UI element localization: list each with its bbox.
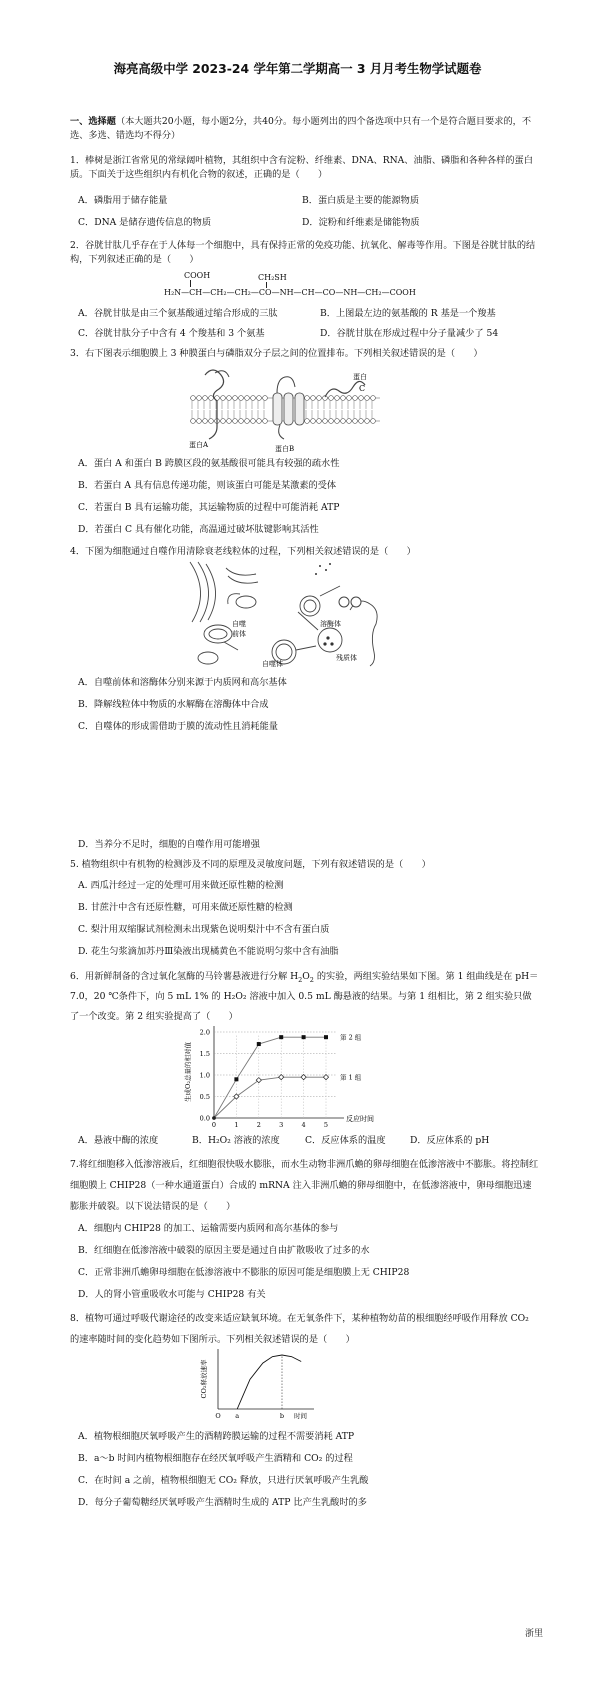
q5-option-a[interactable]: A. 西瓜汁经过一定的处理可用来做还原性糖的检测 [78,880,284,891]
glutathione-formula: H₂N—CH—CH₂—CH₂—CO—NH—CH—CO—NH—CH₂—COOH [164,288,416,297]
question-3-stem: 3．右下图表示细胞膜上 3 种膜蛋白与磷脂双分子层之间的位置排布。下列相关叙述错误的是（ ） [70,348,483,359]
label-protein-a: 蛋白A [189,441,209,449]
q5-option-d[interactable]: D. 花生匀浆滴加苏丹Ⅲ染液出现橘黄色不能说明匀浆中含有油脂 [78,946,339,957]
label-residual-body: 残质体 [336,654,357,662]
q5-option-b[interactable]: B. 甘蔗汁中含有还原性糖，可用来做还原性糖的检测 [78,902,293,913]
q8-option-d[interactable]: D．每分子葡萄糖经厌氧呼吸产生酒精时生成的 ATP 比产生乳酸时的多 [78,1497,367,1508]
formula-top-cooh: COOH [184,271,211,280]
q6-option-b[interactable]: B．H₂O₂ 溶液的浓度 [192,1135,280,1146]
formula-top-ch2sh: CH₂SH [258,273,287,282]
page-footer: 浙里 [524,1629,543,1639]
q6-stem-sub-1: 2 [298,975,303,984]
q4-option-d[interactable]: D．当养分不足时，细胞的自噬作用可能增强 [78,839,260,850]
x-axis-label: 反应时间 [346,1115,374,1123]
q6-stem-part-e: 的实验，两组实验结果如下图。第 1 组曲线是在 pH＝7.0，20 ℃条件下，向 5 mL 1% 的 H₂O₂ 溶液中加入 0.5 mL 酶悬液的结果。与第 1 组相比，第 2 组实验只做了一个改变。第 2 组实验提高了（ ） [70,971,539,1022]
q3-option-c[interactable]: C．若蛋白 B 具有运输功能，其运输物质的过程中可能消耗 ATP [78,502,340,513]
page-title: 海亮高级中学 2023-24 学年第二学期高一 3 月月考生物学试题卷 [113,61,482,76]
y-tick-label: 1.5 [199,1050,210,1058]
section-intro [70,115,540,143]
label-autophagy-2: 前体 [232,630,246,638]
q6-option-c[interactable]: C．反应体系的温度 [305,1135,386,1146]
label-autophagosome: 自噬体 [262,660,283,668]
x-tick-label: 3 [279,1121,284,1129]
x-axis-label: 时间 [294,1412,307,1420]
protein-b [273,393,304,425]
q7-option-d[interactable]: D．人的肾小管重吸收水可能与 CHIP28 有关 [78,1289,266,1300]
q3-option-b[interactable]: B．若蛋白 A 具有信息传递功能，则该蛋白可能是某激素的受体 [78,480,337,491]
data-point [324,1035,328,1039]
question-5-stem: 5. 植物组织中有机物的检测涉及不同的原理及灵敏度问题，下列有叙述错误的是（ ） [70,859,431,870]
y-tick-label: 0.0 [199,1114,210,1123]
q3-option-a[interactable]: A．蛋白 A 和蛋白 B 跨膜区段的氨基酸很可能具有较强的疏水性 [78,458,340,469]
q3-option-d[interactable]: D．若蛋白 C 具有催化功能，高温通过破坏肽键影响其活性 [78,524,319,535]
q2-option-d[interactable]: D．谷胱甘肽在形成过程中分子量减少了 54 [320,328,499,339]
question-4-stem: 4．下图为细胞通过自噬作用清除衰老线粒体的过程，下列相关叙述错误的是（ ） [70,546,416,557]
y-axis-label: 生成O₂总量的相对值 [184,1042,192,1102]
q4-option-c[interactable]: C．自噬体的形成需借助于膜的流动性且消耗能量 [78,721,278,732]
data-point [302,1035,306,1039]
question-1-stem: 1．棒树是浙江省常见的常绿阔叶植物，其组织中含有淀粉、纤维素、DNA、RNA、油脂、磷脂和各种各样的蛋白质。下面关于这些组织内有机化合物的叙述，正确的是（ ） [70,155,533,180]
x-tick-label: O [215,1412,221,1420]
q4-option-b[interactable]: B．降解线粒体中物质的水解酶在溶酶体中合成 [78,699,269,710]
series-label: 第 1 组 [340,1073,362,1082]
series-label: 第 2 组 [340,1033,362,1042]
data-point [234,1077,238,1081]
y-tick-label: 2.0 [199,1028,210,1037]
membrane-protein-diagram [185,365,385,453]
q1-option-a[interactable]: A．磷脂用于储存能量 [78,195,168,206]
question-7-stem: 7.将红细胞移入低渗溶液后，红细胞很快吸水膨胀，而水生动物非洲爪蟾的卵母细胞在低渗溶液中不膨胀。将控制红细胞膜上 CHIP28（一种水通道蛋白）合成的 mRNA 注入非洲爪蟾的卵母细胞中，在低渗溶液中，卵母细胞迅速膨胀并破裂。以下说法错误的是（ ） [70,1159,539,1212]
x-tick-label: 5 [323,1121,329,1129]
autophagy-diagram [180,560,385,668]
x-tick-label: 1 [234,1121,239,1129]
x-tick-label: 0 [211,1121,217,1129]
label-autophagy-1: 自噬 [232,620,246,628]
x-tick-label: 2 [256,1121,261,1129]
q8-option-b[interactable]: B．a～b 时间内植物根细胞存在经厌氧呼吸产生酒精和 CO₂ 的过程 [78,1453,353,1464]
q4-option-a[interactable]: A．自噬前体和溶酶体分别来源于内质网和高尔基体 [78,677,287,688]
q8-option-c[interactable]: C．在时间 a 之前，植物根细胞无 CO₂ 释放，只进行厌氧呼吸产生乳酸 [78,1475,369,1486]
protein-a [205,370,224,439]
q6-stem-part-c: O [302,971,310,982]
series-line [237,1355,301,1409]
q6-option-d[interactable]: D．反应体系的 pH [410,1135,490,1146]
data-point [257,1042,261,1046]
section-description: （本大题共20小题，每小题2分，共40分。每小题列出的四个备选项中只有一个是符合题目要求的，不选、多选、错选均不得分） [70,116,532,141]
q7-option-b[interactable]: B．红细胞在低渗溶液中破裂的原因主要是通过自由扩散吸收了过多的水 [78,1245,370,1256]
q5-option-c[interactable]: C. 梨汁用双缩脲试剂检测未出现紫色说明梨汁中不含有蛋白质 [78,924,330,935]
q2-option-c[interactable]: C．谷胱甘肽分子中含有 4 个羧基和 3 个氨基 [78,328,265,339]
y-tick-label: 0.5 [199,1093,210,1101]
q1-option-d[interactable]: D．淀粉和纤维素是储能物质 [302,217,420,228]
series-line [214,1077,326,1118]
question-8-stem: 8．植物可通过呼吸代谢途径的改变来适应缺氧环境。在无氧条件下，某种植物幼苗的根细胞经呼吸作用释放 CO₂ 的速率随时间的变化趋势如下图所示。下列相关叙述错误的是（ ） [70,1313,529,1345]
label-protein-c-1: 蛋白 [353,373,367,381]
y-axis-label: CO₂释放速率 [200,1359,208,1399]
data-point [279,1075,284,1080]
q1-option-c[interactable]: C．DNA 是储存遗传信息的物质 [78,217,212,228]
co2-release-chart [196,1345,346,1423]
q6-stem-sub-2: 2 [309,975,314,984]
label-lysosome: 溶酶体 [320,620,341,628]
x-tick-label: 4 [301,1121,306,1129]
q7-option-a[interactable]: A．细胞内 CHIP28 的加工、运输需要内质网和高尔基体的参与 [78,1223,339,1234]
q7-option-c[interactable]: C．正常非洲爪蟾卵母细胞在低渗溶液中不膨胀的原因可能是细胞膜上无 CHIP28 [78,1267,410,1278]
q6-stem-part-a: 6．用新鲜制备的含过氧化氢酶的马铃薯悬液进行分解 H [70,971,299,982]
enzyme-reaction-chart [178,1018,378,1132]
x-tick-label: b [279,1412,285,1420]
data-point [212,1116,216,1120]
q8-option-a[interactable]: A．植物根细胞厌氧呼吸产生的酒精跨膜运输的过程不需要消耗 ATP [78,1431,355,1442]
data-point [301,1075,306,1080]
section-heading: 一、选择题 [70,116,116,127]
data-point [323,1075,328,1080]
degradation-dots [315,563,334,646]
x-tick-label: a [235,1412,240,1420]
question-2-stem: 2．谷胱甘肽几乎存在于人体每一个细胞中，具有保持正常的免疫功能、抗氧化、解毒等作用。下图是谷胱甘肽的结构，下列叙述正确的是（ ） [70,240,536,265]
data-point [279,1035,283,1039]
q6-option-a[interactable]: A．悬液中酶的浓度 [78,1135,159,1146]
q2-option-b[interactable]: B．上图最左边的氨基酸的 R 基是一个羧基 [320,308,496,319]
q2-option-a[interactable]: A．谷胱甘肽是由三个氨基酸通过缩合形成的三肽 [78,308,278,319]
q1-option-b[interactable]: B．蛋白质是主要的能源物质 [302,195,420,206]
label-protein-c-2: C [359,384,366,393]
y-tick-label: 1.0 [199,1071,210,1080]
label-protein-b: 蛋白B [275,445,295,453]
